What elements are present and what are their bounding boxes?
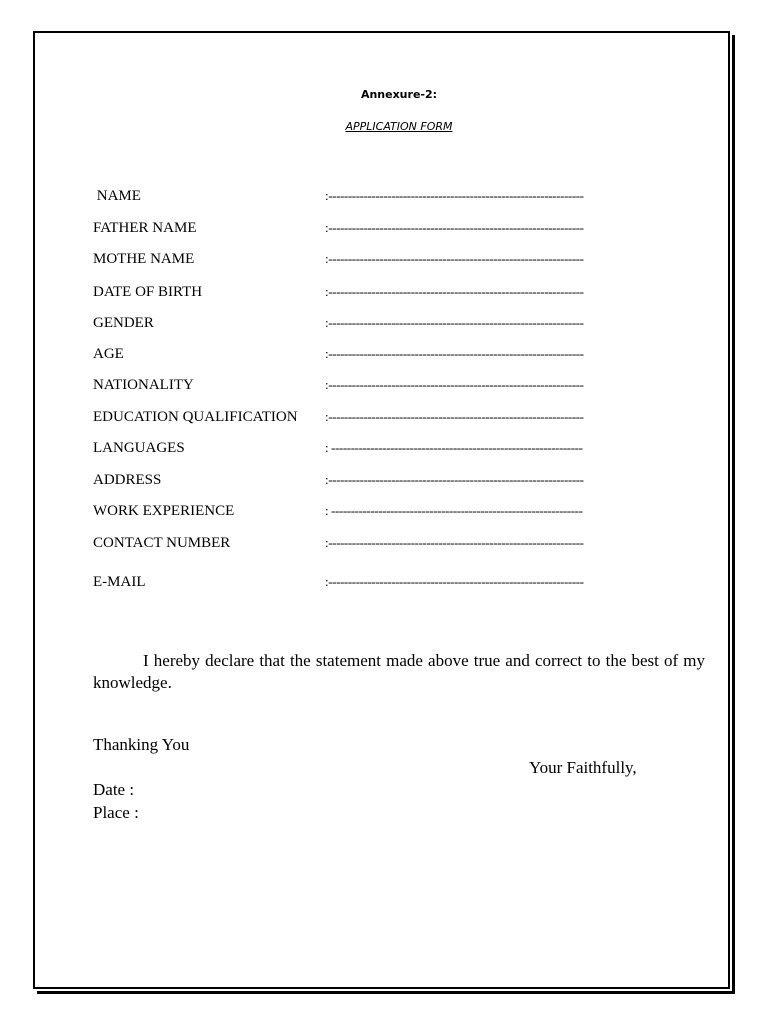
field-row-education-qualification: [93, 409, 673, 429]
field-label: EDUCATION QUALIFICATION: [93, 409, 298, 425]
field-label: LANGUAGES: [93, 440, 185, 456]
field-blank-line: :-----------------------------------------------------------------: [325, 220, 584, 235]
field-blank-line: :-----------------------------------------------------------------: [325, 188, 584, 203]
field-blank-line: :-----------------------------------------------------------------: [325, 346, 584, 361]
field-label: WORK EXPERIENCE: [93, 503, 235, 519]
signoff-text: Your Faithfully,: [529, 758, 637, 777]
thanking-text: Thanking You: [93, 735, 190, 754]
field-row-languages: [93, 440, 673, 460]
field-row-contact-number: [93, 535, 673, 555]
field-label: NAME: [93, 188, 141, 204]
field-row-mother-name: [93, 251, 673, 271]
field-row-name: [93, 188, 673, 208]
field-label: FATHER NAME: [93, 220, 197, 236]
field-blank-line: :-----------------------------------------------------------------: [325, 284, 584, 299]
field-label: NATIONALITY: [93, 377, 194, 393]
field-row-father-name: [93, 220, 673, 240]
field-row-age: [93, 346, 673, 366]
field-label: ADDRESS: [93, 472, 162, 488]
field-blank-line: :-----------------------------------------------------------------: [325, 409, 584, 424]
field-row-address: [93, 472, 673, 492]
declaration-text: I hereby declare that the statement made above true and correct to the best of my knowledge.: [93, 651, 705, 692]
field-label: DATE OF BIRTH: [93, 284, 203, 300]
field-blank-line: :-----------------------------------------------------------------: [325, 251, 584, 266]
field-blank-line: :-----------------------------------------------------------------: [325, 377, 584, 392]
field-row-nationality: [93, 377, 673, 397]
field-blank-line: :-----------------------------------------------------------------: [325, 574, 584, 589]
field-label: GENDER: [93, 315, 154, 331]
field-label: E-MAIL: [93, 574, 146, 590]
field-row-gender: [93, 315, 673, 335]
field-blank-line: : ----------------------------------------------------------------: [325, 440, 583, 455]
field-blank-line: :-----------------------------------------------------------------: [325, 315, 584, 330]
field-blank-line: : ----------------------------------------------------------------: [325, 503, 583, 518]
date-label: Date :: [93, 780, 135, 799]
field-label: AGE: [93, 346, 124, 362]
field-row-work-experience: [93, 503, 673, 523]
field-row-email: [93, 574, 673, 594]
field-blank-line: :-----------------------------------------------------------------: [325, 535, 584, 550]
field-blank-line: :-----------------------------------------------------------------: [325, 472, 584, 487]
field-row-date-of-birth: [93, 284, 673, 304]
annexure-label: Annexure-2:: [360, 88, 438, 101]
form-title: APPLICATION FORM: [345, 120, 453, 133]
field-label: CONTACT NUMBER: [93, 535, 231, 551]
place-label: Place :: [93, 803, 139, 822]
field-label: MOTHE NAME: [93, 251, 195, 267]
